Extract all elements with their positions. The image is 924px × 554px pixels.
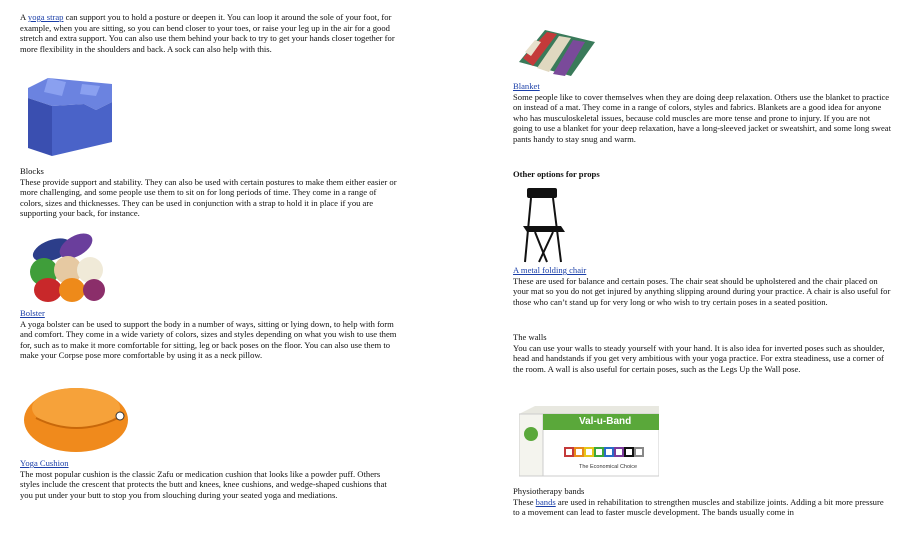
metal-folding-chair-link[interactable]: A metal folding chair (513, 265, 587, 275)
yoga-cushion-image (22, 378, 130, 456)
blanket-image (515, 22, 599, 78)
yoga-block-image (22, 76, 114, 160)
folding-chair-image (517, 186, 569, 264)
blanket-text: Some people like to cover themselves when they are doing deep relaxation. Others use the blanket to practice on instead of a mat. They come in a range of colors, styles and fabrics. Blankets are a good idea for anyone who has musculoskeletal issues, because cold muscles are more tense and prone to injury. If you are not going to use a blanket for your deep relaxation, have a long-sleeved jacket or sweatshirt, and some long sweat pants handy to stay snug and warm. (513, 91, 892, 144)
bolster-image (24, 228, 106, 304)
bands-paragraph: These bands are used in rehabilitation to strengthen muscles and stabilize joints. Adding a bit more pressure to a movement can lead to faster muscle development. The bands usually come in (513, 496, 884, 518)
chair-text: These are used for balance and certain poses. The chair seat should be upholstered and the chair placed on your mat so you do not get injured by anything slipping around during your practice. A chair is also useful for those who can’t stand up for very long or who wish to try certain poses in a seated position. (513, 275, 891, 307)
blocks-text: These provide support and stability. They can also be used with certain postures to make them either easier or more challenging, and some people use them to sit on for long periods of time. They come in a range of colors, sizes and thicknesses. They can be used in conjunction with a strap to hold it in place if you are supporting your back, for instance. (20, 176, 397, 219)
chair-heading (513, 265, 891, 276)
physio-band-box-image (519, 406, 659, 478)
yoga-strap-link[interactable]: yoga strap (27, 12, 64, 22)
bolster-heading (20, 308, 398, 319)
strap-paragraph: A yoga strap can support you to hold a posture or deepen it. You can loop it around the sole of your foot, for example, when you are sitting, so you can bend closer to your toes, or raise your leg up in the air for a good stretch and extra support. You can also use them behind your back to try to get your hands closer together for more flexibility in the shoulders and back. A sock can also help with this. (20, 12, 395, 54)
bands-link[interactable]: bands (535, 496, 556, 507)
other-options-heading: Other options for props (513, 169, 600, 179)
walls-text: You can use your walls to steady yourself with your hand. It is also idea for inverted poses such as shoulder, head and handstands if you get very ambitious with your yoga practice. For extra steadiness, use a corner of the room. A wall is also useful for certain poses, such as the Legs Up the Wall pose. (513, 342, 885, 374)
walls-title: The walls (513, 332, 547, 342)
band-box-tagline: The Economical Choice (579, 464, 638, 470)
yoga-cushion-link[interactable]: Yoga Cushion (20, 458, 69, 468)
bands-title: Physiotherapy bands (513, 486, 585, 496)
bolster-link[interactable]: Bolster (20, 308, 45, 318)
blanket-heading (513, 81, 891, 92)
blanket-link[interactable]: Blanket (513, 81, 540, 91)
cushion-heading (20, 458, 398, 469)
band-box-brand: Val-u-Band (579, 416, 632, 427)
blocks-title: Blocks (20, 166, 44, 176)
bolster-text: A yoga bolster can be used to support the body in a number of ways, sitting or lying down, to help with form and comfort. They come in a wide variety of colors, sizes and styles depending on what you wish to use them for, such as to make it more comfortable for sitting, leg or back poses on the floor. You can also use them to make your Corpse pose more comfortable by using it as a neck pillow. (20, 318, 397, 361)
cushion-text: The most popular cushion is the classic Zafu or medication cushion that looks like a powder puff. Others styles include the crescent that protects the butt and knees, knee cushions, and wedge-shaped cushions that you put under your butt to stop you from slouching during your seated yoga and mediations. (20, 468, 387, 500)
